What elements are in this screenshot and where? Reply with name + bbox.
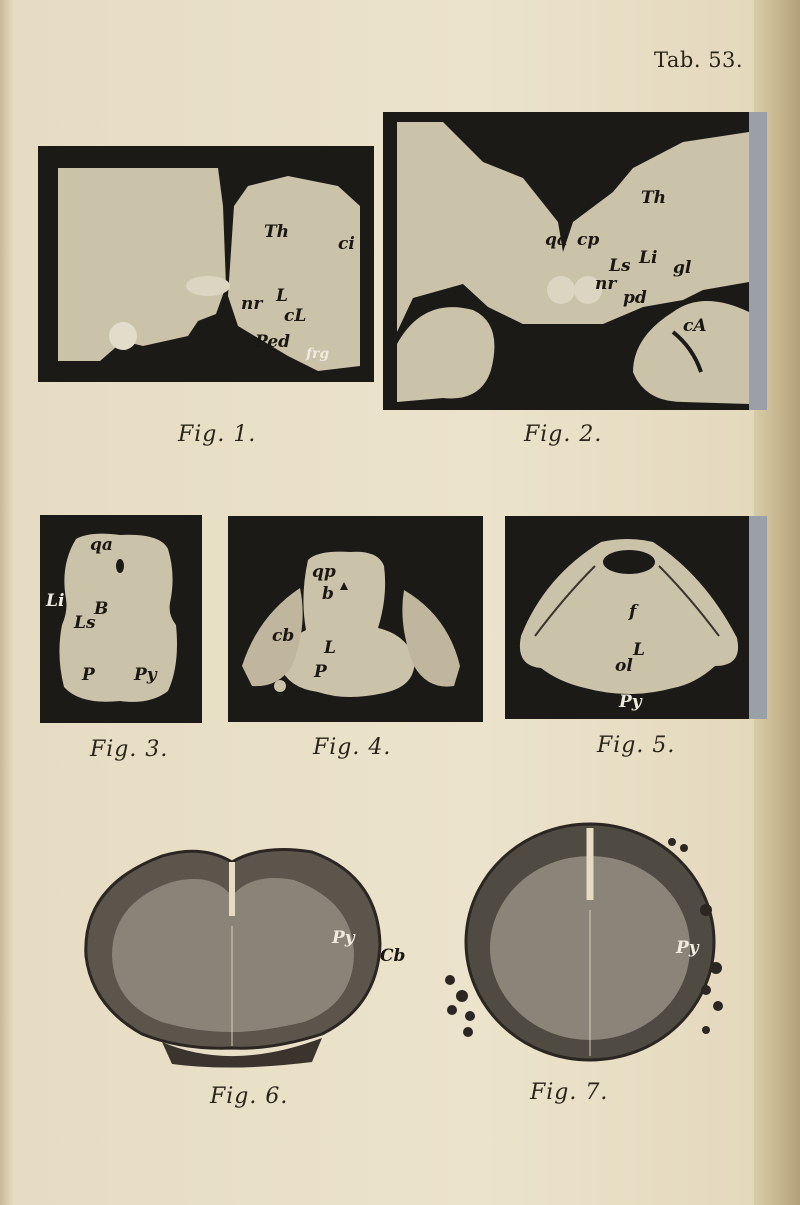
figure-2-caption: Fig. 2. [524, 422, 603, 447]
figure-3-label: Py [134, 665, 157, 685]
figure-2-label: cp [577, 230, 600, 250]
figure-2-section-drawing [383, 112, 749, 410]
figure-2-label: qa [545, 230, 568, 250]
figure-5-label: f [629, 602, 637, 622]
figure-2-side-strip [749, 112, 767, 410]
figure-2-label: nr [595, 274, 617, 294]
figure-3-label: B [94, 599, 109, 619]
figure-2-label: Li [639, 248, 658, 268]
figure-5-caption: Fig. 5. [597, 733, 676, 758]
figure-1-label: ci [338, 234, 355, 254]
figure-6-label: Cb [380, 946, 406, 966]
figure-1-caption: Fig. 1. [178, 422, 257, 447]
figure-1-label: Ped [255, 332, 291, 352]
figure-2-label: Ls [609, 256, 631, 276]
figure-6-section-drawing [72, 836, 392, 1076]
figure-2-label: Th [641, 188, 667, 208]
figure-1-label: L [276, 286, 288, 306]
figure-1-label: Th [264, 222, 290, 242]
figure-2-label: cA [683, 316, 707, 336]
figure-3-caption: Fig. 3. [90, 737, 169, 762]
figure-5-section-drawing [505, 516, 749, 719]
figure-5-label: ol [615, 656, 633, 676]
figure-6-caption: Fig. 6. [210, 1084, 289, 1109]
figure-1-label: nr [241, 294, 263, 314]
figure-4-label: cb [272, 626, 295, 646]
figure-4-label: P [314, 662, 327, 682]
figure-1-label: frg [306, 346, 330, 362]
figure-3-plate [40, 515, 202, 723]
figure-2-plate [383, 112, 749, 410]
figure-3-section-drawing [40, 515, 202, 723]
figure-1-plate [38, 146, 374, 382]
figure-3-label: Ls [74, 613, 96, 633]
figure-3-label: Li [46, 591, 65, 611]
figure-5-label: L [633, 640, 645, 660]
figure-5-side-strip [749, 516, 767, 719]
figure-1-label: cL [284, 306, 307, 326]
figure-4-plate [228, 516, 483, 722]
figure-7-label: Py [676, 938, 699, 958]
figure-6-label: Py [332, 928, 355, 948]
figure-7-caption: Fig. 7. [530, 1080, 609, 1105]
figure-5-plate [505, 516, 749, 719]
figure-3-label: qa [90, 535, 113, 555]
figure-2-label: pd [623, 288, 647, 308]
plate-number: Tab. 53. [654, 48, 744, 72]
figure-2-label: gl [673, 258, 692, 278]
figure-4-label: L [324, 638, 336, 658]
figure-4-label: qp [312, 562, 336, 582]
figure-4-label: b [322, 584, 334, 604]
figure-4-caption: Fig. 4. [313, 735, 392, 760]
figure-5-label: Py [619, 692, 642, 712]
figure-3-label: P [82, 665, 95, 685]
figure-4-section-drawing [228, 516, 483, 722]
